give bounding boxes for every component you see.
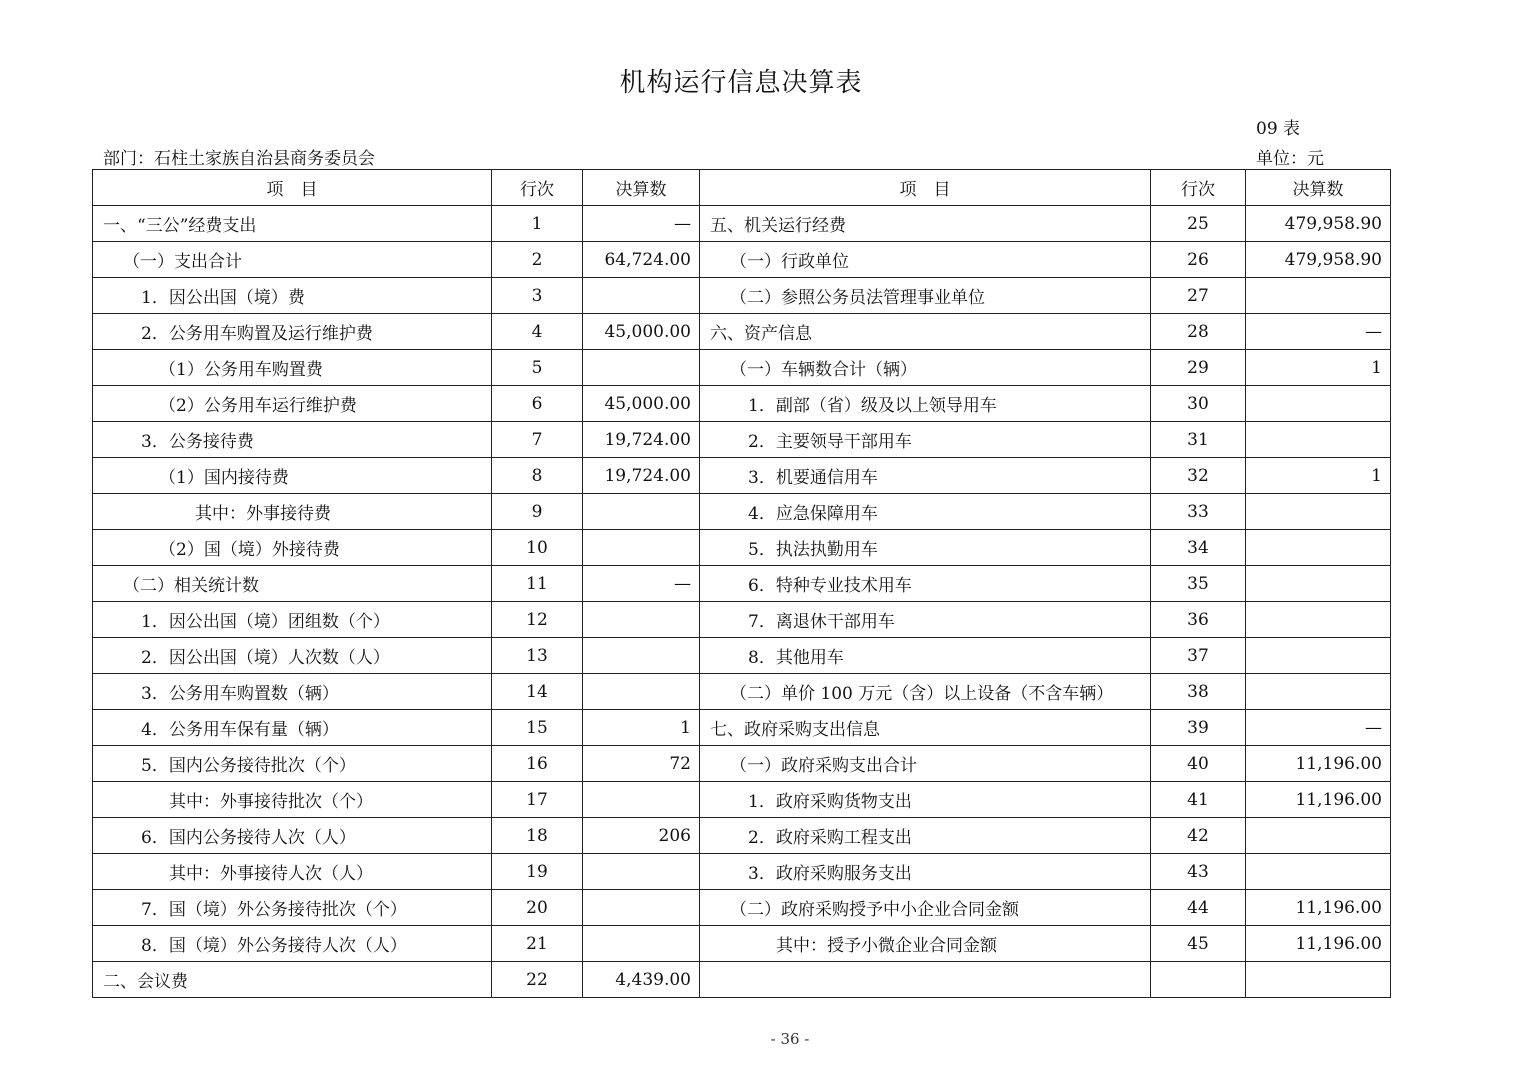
right-amount-cell [1246,818,1391,854]
right-amount-cell [1246,854,1391,890]
header-item-left: 项 目 [93,170,492,206]
left-item-cell: （一）支出合计 [93,242,492,278]
right-row-no-cell: 30 [1151,386,1246,422]
left-amount-cell: — [583,566,700,602]
left-item-cell: （2）公务用车运行维护费 [93,386,492,422]
left-row-no-cell: 16 [492,746,583,782]
table-row [93,278,1391,314]
table-row [93,206,1391,242]
left-row-no-cell: 15 [492,710,583,746]
right-row-no-cell: 36 [1151,602,1246,638]
left-amount-cell: 19,724.00 [583,422,700,458]
left-item-cell: 其中：外事接待批次（个） [93,782,492,818]
right-item-cell: 4．应急保障用车 [700,494,1151,530]
table-row [93,674,1391,710]
left-row-no-cell: 1 [492,206,583,242]
left-amount-cell [583,854,700,890]
table-row [93,566,1391,602]
right-amount-cell [1246,386,1391,422]
right-item-cell: 5．执法执勤用车 [700,530,1151,566]
right-item-cell: 五、机关运行经费 [700,206,1151,242]
left-row-no-cell: 10 [492,530,583,566]
right-row-no-cell: 37 [1151,638,1246,674]
table-row [93,710,1391,746]
left-amount-cell [583,638,700,674]
left-row-no-cell: 12 [492,602,583,638]
left-item-cell: 7．国（境）外公务接待批次（个） [93,890,492,926]
right-row-no-cell: 32 [1151,458,1246,494]
left-item-cell: （2）国（境）外接待费 [93,530,492,566]
left-item-cell: 3．公务接待费 [93,422,492,458]
right-item-cell: 其中：授予小微企业合同金额 [700,926,1151,962]
right-row-no-cell [1151,962,1246,998]
left-row-no-cell: 14 [492,674,583,710]
right-item-cell: 1．副部（省）级及以上领导用车 [700,386,1151,422]
table-row [93,926,1391,962]
right-amount-cell [1246,494,1391,530]
left-amount-cell: 72 [583,746,700,782]
department-label: 部门：石柱土家族自治县商务委员会 [103,149,375,169]
table-row [93,854,1391,890]
right-item-cell: 3．机要通信用车 [700,458,1151,494]
left-item-cell: 二、会议费 [93,962,492,998]
right-row-no-cell: 45 [1151,926,1246,962]
table-row [93,242,1391,278]
right-amount-cell [1246,962,1391,998]
right-item-cell: （二）政府采购授予中小企业合同金额 [700,890,1151,926]
left-row-no-cell: 20 [492,890,583,926]
left-amount-cell: 206 [583,818,700,854]
right-row-no-cell: 25 [1151,206,1246,242]
table-row [93,386,1391,422]
left-item-cell: 1．因公出国（境）费 [93,278,492,314]
right-item-cell: 7．离退休干部用车 [700,602,1151,638]
unit-label: 单位：元 [1256,149,1324,169]
right-item-cell: （二）单价 100 万元（含）以上设备（不含车辆） [700,674,1151,710]
table-row [93,782,1391,818]
table-row [93,350,1391,386]
left-amount-cell [583,926,700,962]
right-amount-cell [1246,566,1391,602]
left-row-no-cell: 19 [492,854,583,890]
left-row-no-cell: 21 [492,926,583,962]
left-item-cell: 其中：外事接待费 [93,494,492,530]
table-row [93,602,1391,638]
right-row-no-cell: 26 [1151,242,1246,278]
left-row-no-cell: 13 [492,638,583,674]
table-row [93,638,1391,674]
table-row [93,530,1391,566]
left-row-no-cell: 4 [492,314,583,350]
right-amount-cell: 11,196.00 [1246,926,1391,962]
right-item-cell: （一）车辆数合计（辆） [700,350,1151,386]
left-row-no-cell: 11 [492,566,583,602]
left-row-no-cell: 6 [492,386,583,422]
right-amount-cell: — [1246,710,1391,746]
right-amount-cell [1246,674,1391,710]
header-item-right: 项 目 [700,170,1151,206]
table-row [93,890,1391,926]
right-row-no-cell: 39 [1151,710,1246,746]
left-amount-cell: 45,000.00 [583,386,700,422]
left-item-cell: （二）相关统计数 [93,566,492,602]
right-row-no-cell: 41 [1151,782,1246,818]
left-amount-cell: 1 [583,710,700,746]
left-row-no-cell: 8 [492,458,583,494]
left-amount-cell [583,674,700,710]
left-amount-cell [583,782,700,818]
header-amount-right: 决算数 [1246,170,1391,206]
table-row [93,494,1391,530]
right-row-no-cell: 42 [1151,818,1246,854]
right-amount-cell: 1 [1246,350,1391,386]
header-amount-left: 决算数 [583,170,700,206]
right-item-cell: 6．特种专业技术用车 [700,566,1151,602]
right-amount-cell: — [1246,314,1391,350]
left-row-no-cell: 18 [492,818,583,854]
left-row-no-cell: 2 [492,242,583,278]
right-amount-cell: 11,196.00 [1246,890,1391,926]
left-amount-cell: — [583,206,700,242]
table-row [93,962,1391,998]
right-item-cell [700,962,1151,998]
report-title: 机构运行信息决算表 [619,68,863,98]
left-row-no-cell: 9 [492,494,583,530]
left-item-cell: 3．公务用车购置数（辆） [93,674,492,710]
table-row [93,458,1391,494]
right-amount-cell [1246,602,1391,638]
left-item-cell: 6．国内公务接待人次（人） [93,818,492,854]
budget-table [92,169,1391,998]
left-row-no-cell: 17 [492,782,583,818]
left-amount-cell [583,602,700,638]
header-row-no-left: 行次 [492,170,583,206]
left-amount-cell [583,278,700,314]
left-item-cell: 2．因公出国（境）人次数（人） [93,638,492,674]
right-item-cell: （一）行政单位 [700,242,1151,278]
right-amount-cell [1246,638,1391,674]
right-item-cell: 8．其他用车 [700,638,1151,674]
right-amount-cell: 479,958.90 [1246,242,1391,278]
right-amount-cell [1246,422,1391,458]
left-amount-cell: 4,439.00 [583,962,700,998]
right-amount-cell: 1 [1246,458,1391,494]
right-item-cell: （一）政府采购支出合计 [700,746,1151,782]
left-row-no-cell: 22 [492,962,583,998]
right-item-cell: 2．政府采购工程支出 [700,818,1151,854]
left-amount-cell: 19,724.00 [583,458,700,494]
table-row [93,746,1391,782]
left-amount-cell [583,890,700,926]
right-row-no-cell: 43 [1151,854,1246,890]
left-item-cell: 8．国（境）外公务接待人次（人） [93,926,492,962]
right-amount-cell: 11,196.00 [1246,746,1391,782]
left-amount-cell [583,530,700,566]
left-item-cell: 1．因公出国（境）团组数（个） [93,602,492,638]
right-row-no-cell: 44 [1151,890,1246,926]
right-item-cell: 七、政府采购支出信息 [700,710,1151,746]
right-item-cell: （二）参照公务员法管理事业单位 [700,278,1151,314]
right-row-no-cell: 29 [1151,350,1246,386]
right-item-cell: 2．主要领导干部用车 [700,422,1151,458]
right-item-cell: 3．政府采购服务支出 [700,854,1151,890]
page-number: - 36 - [770,1030,810,1048]
header-row-no-right: 行次 [1151,170,1246,206]
left-row-no-cell: 7 [492,422,583,458]
right-amount-cell: 479,958.90 [1246,206,1391,242]
left-row-no-cell: 3 [492,278,583,314]
left-row-no-cell: 5 [492,350,583,386]
left-item-cell: 一、“三公”经费支出 [93,206,492,242]
right-row-no-cell: 38 [1151,674,1246,710]
right-row-no-cell: 35 [1151,566,1246,602]
right-row-no-cell: 34 [1151,530,1246,566]
right-row-no-cell: 33 [1151,494,1246,530]
left-item-cell: 4．公务用车保有量（辆） [93,710,492,746]
right-amount-cell [1246,530,1391,566]
right-row-no-cell: 27 [1151,278,1246,314]
left-amount-cell [583,350,700,386]
right-row-no-cell: 28 [1151,314,1246,350]
left-item-cell: 2．公务用车购置及运行维护费 [93,314,492,350]
right-row-no-cell: 31 [1151,422,1246,458]
right-amount-cell: 11,196.00 [1246,782,1391,818]
table-row [93,422,1391,458]
left-item-cell: （1）公务用车购置费 [93,350,492,386]
left-item-cell: （1）国内接待费 [93,458,492,494]
header-row [93,170,1391,206]
left-amount-cell: 45,000.00 [583,314,700,350]
right-item-cell: 1．政府采购货物支出 [700,782,1151,818]
left-amount-cell: 64,724.00 [583,242,700,278]
left-item-cell: 其中：外事接待人次（人） [93,854,492,890]
left-amount-cell [583,494,700,530]
right-amount-cell [1246,278,1391,314]
right-item-cell: 六、资产信息 [700,314,1151,350]
table-row [93,818,1391,854]
right-row-no-cell: 40 [1151,746,1246,782]
table-row [93,314,1391,350]
table-number: 09 表 [1256,119,1301,139]
left-item-cell: 5．国内公务接待批次（个） [93,746,492,782]
